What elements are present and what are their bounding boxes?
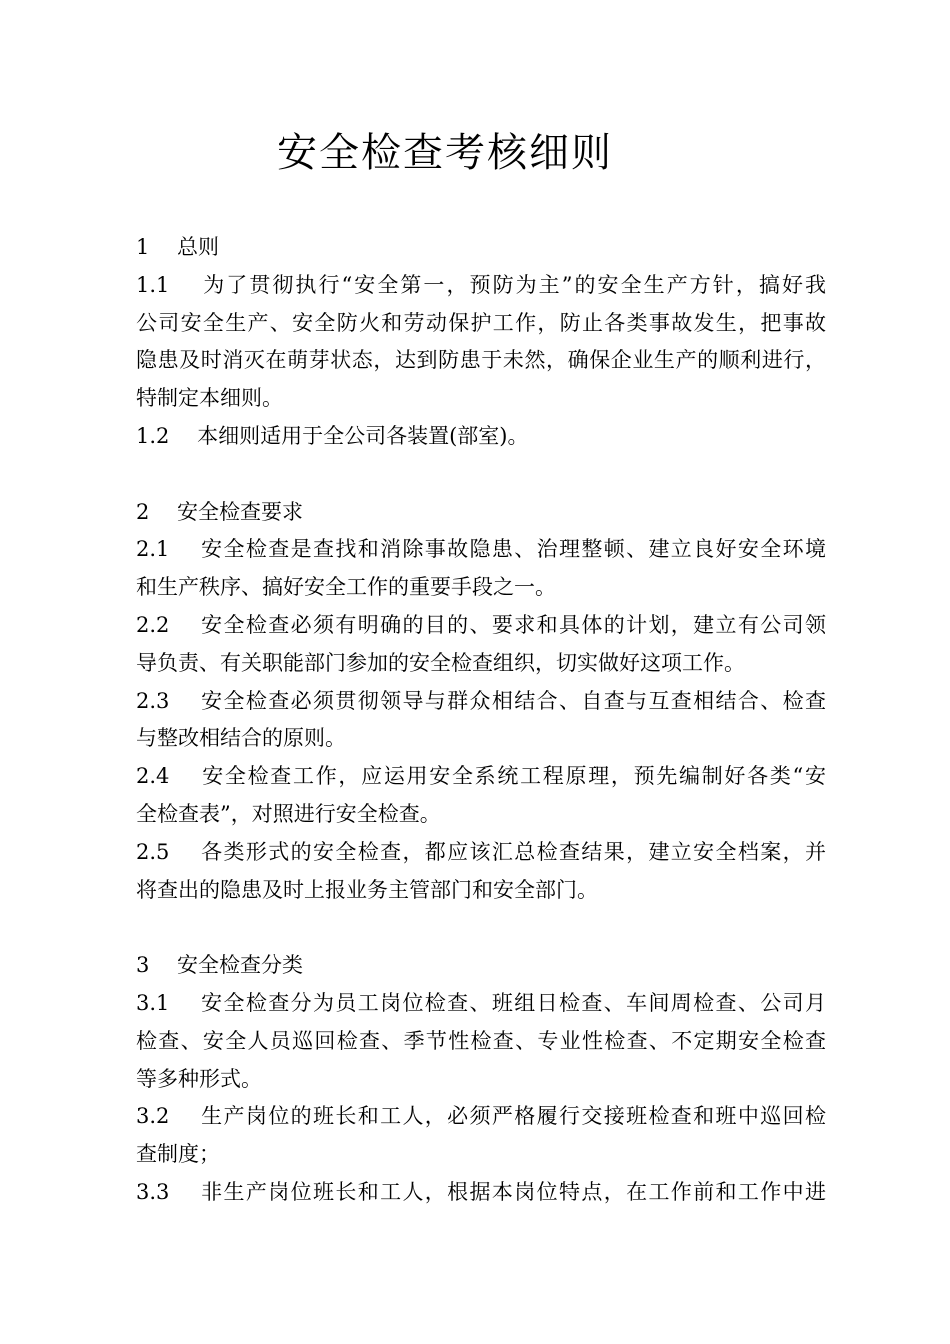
paragraph-1-1-line-1: 1.1 为了贯彻执行“安全第一，预防为主”的安全生产方针，搞好我 [136,272,826,297]
paragraph-3-3-line-1: 3.3 非生产岗位班长和工人，根据本岗位特点，在工作前和工作中进 [136,1179,826,1204]
paragraph-2-4-line-1: 2.4 安全检查工作，应运用安全系统工程原理，预先编制好各类“安 [136,764,826,789]
document-body [136,229,826,1212]
paragraph-2-1-line-2: 和生产秩序、搞好安全工作的重要手段之一。 [136,575,556,600]
paragraph-1-1-line-3: 隐患及时消灭在萌芽状态，达到防患于未然，确保企业生产的顺利进行， [136,348,826,373]
section-1-heading: 1 总则 [136,235,220,259]
paragraph-1-1-line-2: 公司安全生产、安全防火和劳动保护工作，防止各类事故发生，把事故 [136,310,826,335]
section-2-heading: 2 安全检查要求 [136,499,304,524]
document-title: 安全检查考核细则 [277,130,613,176]
paragraph-2-3-line-2: 与整改相结合的原则。 [136,726,346,751]
section-spacer [136,909,826,947]
paragraph-2-1-line-1: 2.1 安全检查是查找和消除事故隐患、治理整顿、建立良好安全环境 [136,537,826,562]
paragraph-3-2-line-2: 查制度； [136,1142,220,1167]
paragraph-2-3-line-1: 2.3 安全检查必须贯彻领导与群众相结合、自查与互查相结合、检查 [136,688,826,713]
paragraph-3-1-line-2: 检查、安全人员巡回检查、季节性检查、专业性检查、不定期安全检查 [136,1028,826,1053]
paragraph-3-2-line-1: 3.2 生产岗位的班长和工人，必须严格履行交接班检查和班中巡回检 [136,1104,826,1129]
paragraph-2-2-line-2: 导负责、有关职能部门参加的安全检查组织，切实做好这项工作。 [136,650,745,675]
paragraph-2-2-line-1: 2.2 安全检查必须有明确的目的、要求和具体的计划，建立有公司领 [136,612,826,637]
section-3-heading: 3 安全检查分类 [136,953,304,978]
paragraph-1-2: 1.2 本细则适用于全公司各装置(部室)。 [136,423,529,448]
paragraph-2-5-line-1: 2.5 各类形式的安全检查，都应该汇总检查结果，建立安全档案，并 [136,839,826,864]
paragraph-3-1-line-3: 等多种形式。 [136,1066,262,1091]
paragraph-3-1-line-1: 3.1 安全检查分为员工岗位检查、班组日检查、车间周检查、公司月 [136,990,826,1015]
section-spacer [136,456,826,494]
paragraph-2-4-line-2: 全检查表”，对照进行安全检查。 [136,801,441,826]
paragraph-2-5-line-2: 将查出的隐患及时上报业务主管部门和安全部门。 [136,877,598,902]
paragraph-1-1-line-4: 特制定本细则。 [136,386,283,411]
